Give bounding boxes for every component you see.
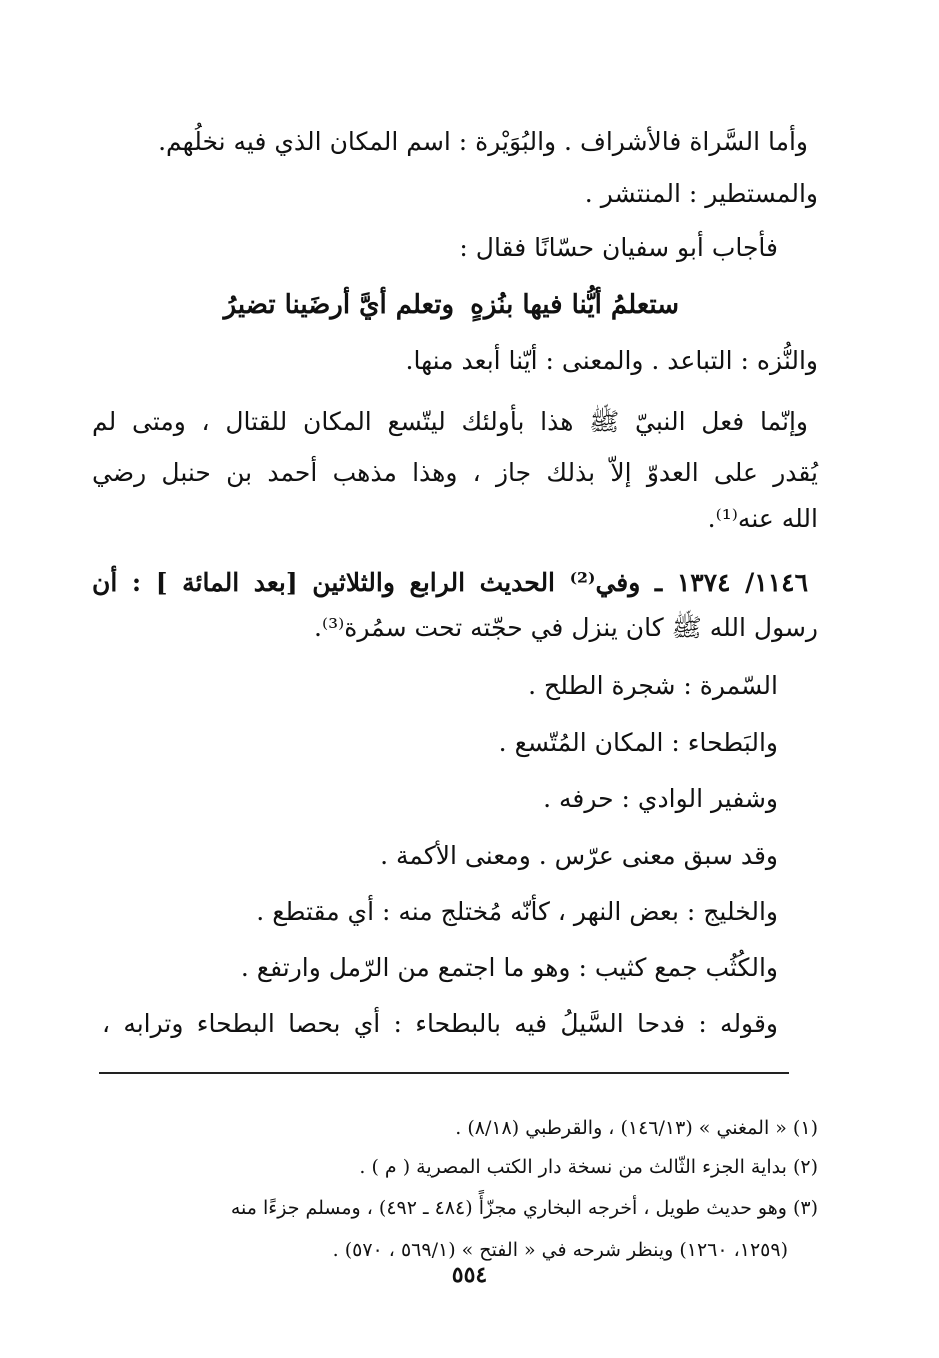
text-line-14: والخليج : بعض النهر ، كأنّه مُختلج منه : أي مقتطع . (256, 897, 778, 926)
footnote-3: (٣) وهو حديث طويل ، أخرجه البخاري مجزّأً (٤٨٤ ـ ٤٩٢) ، ومسلم جزءًا منه (230, 1197, 818, 1219)
text-line-15: والكُثُب جمع كثيب : وهو ما اجتمع من الرّمل وارتفع . (240, 953, 778, 982)
footnote-1: (١) « المغني » (١٤٦/١٣) ، والقرطبي (٨/١٨) . (455, 1117, 818, 1139)
text-line-13: وقد سبق معنى عرّس . ومعنى الأكمة . (380, 841, 778, 870)
text-line-12: وشفير الوادي : حرفه . (543, 784, 778, 813)
text-line-11: والبَطحاء : المكان المُتّسع . (498, 728, 778, 757)
footnote-3-continued: (١٢٥٩، ١٢٦٠) وينظر شرحه في « الفتح » (٥٦٩/١ ، ٥٧٠) . (332, 1239, 788, 1261)
hadith-heading: ١١٤٦/ ١٣٧٤ ـ وفي⁽²⁾ الحديث الرابع والثلاثين [بعد المائة ] : أن (92, 568, 808, 597)
text-line-1: وأما السَّراة فالأشراف . والبُوَيْرة : اسم المكان الذي فيه نخلُهم. (158, 127, 808, 156)
text-line-3: فأجاب أبو سفيان حسّانًا فقال : (459, 233, 778, 262)
page-number: ٥٥٤ (451, 1262, 488, 1288)
text-line-9: رسول الله ﷺ كان ينزل في حجّته تحت سمُرة⁽³⁾. (314, 613, 818, 642)
footnote-2: (٢) بداية الجزء الثّالث من نسخة دار الكتب المصرية ( م ) . (359, 1156, 818, 1178)
text-line-7: الله عنه⁽¹⁾. (707, 504, 818, 533)
footnote-separator (99, 1072, 789, 1074)
text-line-2: والمستطير : المنتشر . (584, 179, 818, 208)
verse-second-hemistich: وتعلم أيَّ أرضَينا تضيرُ (223, 290, 454, 320)
text-line-10: السّمرة : شجرة الطلح . (528, 671, 778, 700)
text-line-4: والنُّزه : التباعد . والمعنى : أيّنا أبعد منها. (405, 346, 818, 375)
text-line-16: وقوله : فدحا السَّيلُ فيه بالبطحاء : أي بحصا البطحاء وترابه ، (102, 1009, 778, 1038)
text-line-5: وإنّما فعل النبيّ ﷺ هذا بأولئك ليتّسع المكان للقتال ، ومتى لم (92, 407, 808, 436)
verse-first-hemistich: ستعلمُ أيُّنا فيها بنُزهٍ (470, 290, 679, 320)
text-line-6: يُقدر على العدوّ إلاّ بذلك جاز ، وهذا مذهب أحمد بن حنبل رضي (92, 458, 818, 487)
